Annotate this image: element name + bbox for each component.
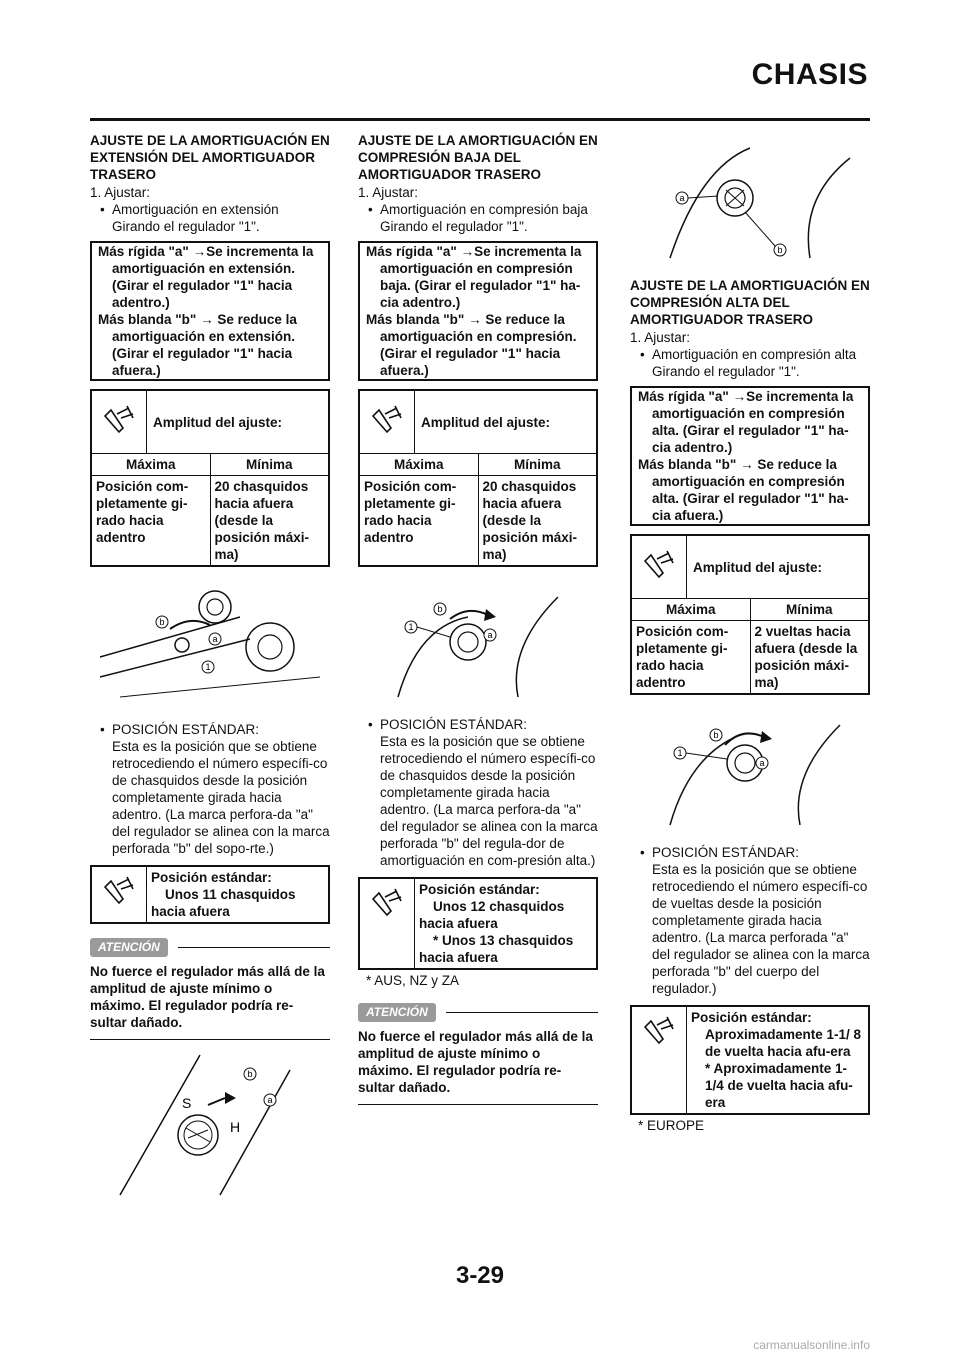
adjust-method: Girando el regulador "1". (652, 364, 800, 379)
label-a: a (212, 634, 218, 644)
max-value: Posición com-pletamente gi-rado hacia adentro (632, 621, 751, 693)
adjuster-sh-figure (90, 1050, 330, 1204)
caliper-icon (92, 867, 147, 922)
direction-box (90, 241, 330, 381)
range-title: Amplitud del ajuste: (153, 414, 283, 430)
section-title: AJUSTE DE LA AMORTIGUACIÓN EN EXTENSIÓN DEL AMORTIGUADOR TRASERO (90, 133, 330, 182)
caution-block (358, 1003, 598, 1105)
caution-badge: ATENCIÓN (358, 1003, 436, 1022)
min-value: 2 vueltas hacia afuera (desde la posición máxi-ma) (754, 624, 858, 690)
label-b: b (159, 617, 165, 627)
harder-note: Más rígida "a" →Se incrementa la amortiguación en extensión. (Girar el regulador "1" hacia adentro.) (98, 244, 314, 310)
std-value: Aproximadamente 1-1/ 8 de vuelta hacia afu-era (705, 1027, 862, 1059)
std-value-4: hacia afuera (419, 950, 498, 965)
section-rebound (90, 132, 330, 1214)
std-title: Posición estándar: (151, 870, 272, 885)
col-max-header: Máxima (360, 454, 479, 475)
label-1: 1 (205, 662, 211, 672)
caliper-icon (632, 536, 687, 598)
page-title: CHASIS (751, 58, 868, 91)
adjust-item: • Amortiguación en compresión baja (358, 201, 598, 218)
softer-note: Más blanda "b" → Se reduce la amortiguación en compresión. (Girar el regulador "1" hacia afuera.) (366, 312, 577, 378)
col-min-header: Mínima (245, 457, 293, 472)
min-value: 20 chasquidos hacia afuera (desde la posición máxi-ma) (482, 479, 578, 562)
high-comp-adjuster-figure-top (630, 128, 870, 267)
min-value: 20 chasquidos hacia afuera (desde la posición máxi-ma) (214, 479, 310, 562)
caution-text: No fuerce el regulador más allá de la amplitud de ajuste mínimo o máximo. El regulador podría re-sultar dañado. (90, 964, 325, 1030)
std-title: Posición estándar: (691, 1010, 812, 1025)
std-label: • POSICIÓN ESTÁNDAR: (358, 716, 598, 733)
range-title: Amplitud del ajuste: (693, 559, 823, 575)
standard-box (358, 877, 598, 970)
caliper-icon (360, 879, 415, 968)
label-a: a (487, 630, 493, 640)
std-value-3: * Unos 13 chasquidos (433, 933, 574, 948)
max-value: Posición com-pletamente gi-rado hacia adentro (360, 476, 479, 565)
direction-box (630, 386, 870, 526)
caliper-icon (360, 391, 415, 453)
label-a: a (759, 758, 765, 768)
std-value: Unos 12 chasquidos (433, 899, 565, 914)
label-a: a (267, 1095, 273, 1105)
range-table (90, 389, 330, 567)
label-a: a (679, 193, 685, 203)
std-value-2: hacia afuera (151, 904, 230, 919)
caliper-icon (92, 391, 147, 453)
std-description: Esta es la posición que se obtiene retrocediendo el número específi-co de vueltas desde la posición completamente girada hacia adentro. (La marca perforada "a" del regulador se alinea con la marca perforada "b" del cuerpo del regulador.) (652, 862, 870, 996)
footnote: * AUS, NZ y ZA (366, 973, 460, 988)
footnote: * EUROPE (638, 1118, 705, 1133)
std-value: Unos 11 chasquidos (165, 887, 296, 902)
standard-box (630, 1005, 870, 1115)
label-s: S (182, 1095, 192, 1111)
label-b: b (777, 245, 783, 255)
direction-box (358, 241, 598, 381)
range-table (630, 534, 870, 695)
label-1: 1 (677, 748, 683, 758)
range-title: Amplitud del ajuste: (421, 414, 551, 430)
step-adjust: 1. Ajustar: (358, 185, 419, 200)
section-low-compression (358, 132, 598, 1105)
adjust-method: Girando el regulador "1". (380, 219, 528, 234)
step-adjust: 1. Ajustar: (630, 330, 691, 345)
harder-note: Más rígida "a" →Se incrementa la amortiguación en compresión alta. (Girar el regulador "1" ha-cia adentro.) (638, 389, 854, 455)
softer-note: Más blanda "b" → Se reduce la amortiguación en extensión. (Girar el regulador "1" hacia afuera.) (98, 312, 297, 378)
std-label: • POSICIÓN ESTÁNDAR: (630, 844, 870, 861)
header-rule (90, 118, 870, 121)
harder-note: Más rígida "a" →Se incrementa la amortiguación en compresión baja. (Girar el regulador "1" ha-cia adentro.) (366, 244, 582, 310)
caution-text: No fuerce el regulador más allá de la amplitud de ajuste mínimo o máximo. El regulador podría re-sultar dañado. (358, 1029, 593, 1095)
max-value: Posición com-pletamente gi-rado hacia adentro (92, 476, 211, 565)
label-1: 1 (408, 622, 414, 632)
label-h: H (230, 1119, 241, 1135)
adjust-item: • Amortiguación en compresión alta (630, 346, 870, 363)
low-comp-adjuster-figure (358, 577, 598, 706)
label-b: b (437, 604, 443, 614)
softer-note: Más blanda "b" → Se reduce la amortiguación en compresión alta. (Girar el regulador "1" ha-cia afuera.) (638, 457, 849, 523)
range-table (358, 389, 598, 567)
std-label: • POSICIÓN ESTÁNDAR: (90, 721, 330, 738)
std-title: Posición estándar: (419, 882, 540, 897)
std-value-2: hacia afuera (419, 916, 498, 931)
label-b: b (247, 1069, 253, 1079)
standard-box (90, 865, 330, 924)
rebound-adjuster-figure (90, 577, 330, 711)
std-description: Esta es la posición que se obtiene retrocediendo el número específi-co de chasquidos desde la posición completamente girada hacia adentro. (La marca perfora-da "a" del regulador se alinea con la marca perforada "b" del regula-dor de amortiguación en com-presión alta.) (380, 734, 598, 868)
high-comp-adjuster-figure (630, 705, 870, 834)
section-high-compression (630, 128, 870, 1134)
page-number: 3-29 (455, 1262, 505, 1289)
section-title: AJUSTE DE LA AMORTIGUACIÓN EN COMPRESIÓN ALTA DEL AMORTIGUADOR TRASERO (630, 278, 870, 327)
caliper-icon (632, 1007, 687, 1113)
step-adjust: 1. Ajustar: (90, 185, 151, 200)
caution-badge: ATENCIÓN (90, 938, 168, 957)
section-title: AJUSTE DE LA AMORTIGUACIÓN EN COMPRESIÓN BAJA DEL AMORTIGUADOR TRASERO (358, 133, 598, 182)
adjust-item: • Amortiguación en extensión (90, 201, 330, 218)
col-min-header: Mínima (785, 602, 833, 617)
col-max-header: Máxima (632, 599, 751, 620)
label-b: b (713, 730, 719, 740)
std-description: Esta es la posición que se obtiene retrocediendo el número específi-co de chasquidos desde la posición completamente girada hacia adentro. (La marca perfora-da "a" del regulador se alinea con la marca perforada "b" del sopo-rte.) (112, 739, 330, 856)
watermark: carmanualsonline.info (753, 1338, 870, 1352)
caution-block (90, 938, 330, 1040)
col-max-header: Máxima (92, 454, 211, 475)
col-min-header: Mínima (513, 457, 561, 472)
adjust-method: Girando el regulador "1". (112, 219, 260, 234)
std-value-2: * Aproximadamente 1-1/4 de vuelta hacia afu-era (705, 1061, 853, 1110)
